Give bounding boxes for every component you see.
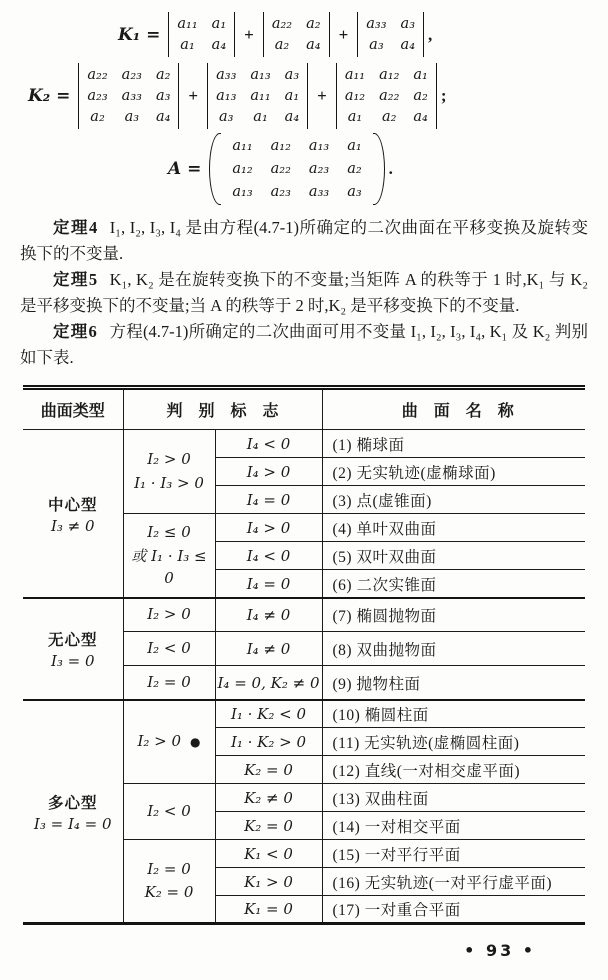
header-surface-name: 曲 面 名 称 bbox=[322, 388, 585, 430]
matrix-cell: a₃₃ bbox=[366, 16, 387, 32]
matrix-a-entries bbox=[221, 133, 372, 205]
matrix-cell: a₂₂ bbox=[379, 88, 400, 104]
criteria-line: I₂ > 0 bbox=[137, 732, 182, 751]
matrix-cell: a₂ bbox=[382, 109, 397, 125]
type-cell-central bbox=[23, 430, 123, 598]
matrix-cell: a₄ bbox=[284, 109, 300, 125]
matrix-cell: a₁₂ bbox=[379, 67, 400, 83]
matrix-cell: a₂₂ bbox=[270, 161, 291, 177]
matrix-cell: a₁₁ bbox=[232, 138, 253, 154]
condition-cell: K₁ > 0 bbox=[215, 868, 322, 896]
type-condition: I₃ = I₄ = 0 bbox=[33, 814, 112, 833]
criteria-line: I₂ = 0 bbox=[147, 859, 191, 878]
criteria-line: I₂ ≤ 0 bbox=[147, 523, 191, 541]
matrix-cell: a₁ bbox=[253, 109, 268, 125]
type-condition: I₃ ≠ 0 bbox=[50, 516, 95, 535]
matrix-cell: a₄ bbox=[400, 37, 416, 53]
criteria-line: I₁ · I₃ > 0 bbox=[134, 473, 204, 492]
determinant-3x3 bbox=[78, 63, 179, 129]
determinant-2x2 bbox=[168, 12, 235, 57]
theorem-paragraphs bbox=[20, 215, 588, 371]
condition-cell: K₂ = 0 bbox=[215, 756, 322, 784]
theorem-6-label: 定理6 bbox=[53, 322, 98, 342]
surface-name-cell: (1) 椭球面 bbox=[322, 430, 585, 458]
condition-cell: I₄ = 0 bbox=[215, 570, 322, 598]
matrix-cell: a₂ bbox=[413, 88, 428, 104]
formula-k2-lhs: K₂ = bbox=[28, 86, 71, 106]
surface-name-cell: (8) 双曲抛物面 bbox=[322, 632, 585, 666]
criteria-group-cell bbox=[123, 430, 215, 514]
surface-name-cell: (2) 无实轨迹(虚椭球面) bbox=[322, 458, 585, 486]
surface-name-cell: (4) 单叶双曲面 bbox=[322, 514, 585, 542]
formula-k1 bbox=[118, 12, 608, 57]
plus-operator: + bbox=[244, 24, 254, 44]
matrix-cell: a₃₃ bbox=[308, 184, 330, 200]
matrix-cell: a₂ bbox=[90, 109, 105, 125]
plus-operator: + bbox=[188, 86, 199, 105]
matrix-cell: a₂₃ bbox=[121, 67, 142, 83]
matrix-cell: a₂₃ bbox=[270, 184, 291, 200]
condition-cell: I₄ < 0 bbox=[215, 430, 322, 458]
matrix-cell: a₃ bbox=[219, 109, 234, 125]
surface-name-cell: (12) 直线(一对相交虚平面) bbox=[322, 756, 585, 784]
page-number: • 93 • bbox=[464, 941, 536, 961]
criteria-group-cell bbox=[123, 840, 215, 924]
theorem-4-label: 定理4 bbox=[53, 218, 99, 237]
matrix-cell: a₂ bbox=[306, 16, 321, 32]
theorem-6 bbox=[20, 319, 588, 371]
surface-name-cell: (3) 点(虚锥面) bbox=[322, 486, 585, 514]
condition-cell: I₄ ≠ 0 bbox=[215, 598, 322, 632]
condition-cell: I₄ = 0 bbox=[215, 486, 322, 514]
semicolon: ; bbox=[440, 86, 447, 105]
matrix-cell: a₁ bbox=[180, 37, 195, 53]
matrix-cell: a₁₁ bbox=[344, 67, 366, 83]
condition-cell: K₂ ≠ 0 bbox=[215, 784, 322, 812]
surface-name-cell: (15) 一对平行平面 bbox=[322, 840, 585, 868]
right-paren-shape bbox=[373, 133, 385, 205]
matrix-cell: a₄ bbox=[413, 109, 428, 125]
surface-name-cell: (6) 二次实锥面 bbox=[322, 570, 585, 598]
matrix-cell: a₁ bbox=[413, 67, 428, 83]
type-condition: I₃ = 0 bbox=[50, 651, 95, 670]
criteria-group-cell bbox=[123, 700, 215, 784]
criteria-group-cell: I₂ < 0 bbox=[123, 784, 215, 840]
determinant-2x2 bbox=[357, 12, 424, 57]
determinant-3x3 bbox=[336, 63, 437, 129]
matrix-cell: a₂ bbox=[274, 37, 290, 53]
matrix-cell: a₃ bbox=[155, 88, 171, 104]
matrix-cell: a₂₃ bbox=[308, 161, 330, 177]
comma: , bbox=[428, 24, 433, 44]
condition-cell: I₄ > 0 bbox=[215, 458, 322, 486]
surface-name-cell: (11) 无实轨迹(虚椭圆柱面) bbox=[322, 728, 585, 756]
condition-cell: K₁ = 0 bbox=[215, 896, 322, 924]
condition-cell: I₄ > 0 bbox=[215, 514, 322, 542]
criteria-line: I₂ > 0 bbox=[147, 450, 191, 469]
theorem-5-label: 定理5 bbox=[53, 270, 99, 290]
period: . bbox=[388, 159, 393, 178]
matrix-cell: a₁₂ bbox=[270, 138, 291, 154]
left-paren-shape bbox=[209, 133, 221, 205]
matrix-cell: a₃₃ bbox=[121, 88, 142, 104]
theorem-5 bbox=[20, 267, 588, 319]
condition-cell: I₄ ≠ 0 bbox=[215, 632, 322, 666]
theorem-5-text: K₁, K₂ 是在旋转变换下的不变量;当矩阵 A 的秩等于 1 时,K₁ 与 K₂ 是平移变换下的不变量;当 A 的秩等于 2 时,K₂ 是平移变换下的不变量. bbox=[20, 270, 589, 316]
matrix-cell: a₂ bbox=[347, 161, 362, 177]
type-title: 中心型 bbox=[47, 496, 98, 514]
matrix-a bbox=[209, 133, 384, 205]
type-title: 无心型 bbox=[47, 631, 98, 649]
criteria-group-cell bbox=[123, 514, 215, 598]
matrix-cell: a₃ bbox=[284, 67, 300, 83]
matrix-cell: a₃ bbox=[347, 184, 362, 200]
formula-a-lhs: A = bbox=[168, 159, 202, 179]
quadric-classification-table bbox=[23, 385, 585, 925]
plus-operator: + bbox=[317, 86, 327, 105]
surface-name-cell: (5) 双叶双曲面 bbox=[322, 542, 585, 570]
surface-name-cell: (9) 抛物柱面 bbox=[322, 666, 585, 700]
criteria-group-cell: I₂ = 0 bbox=[123, 666, 215, 700]
surface-name-cell: (14) 一对相交平面 bbox=[322, 812, 585, 840]
theorem-4-text: I₁, I₂, I₃, I₄ 是由方程(4.7-1)所确定的二次曲面在平移变换及旋转变换下的不变量. bbox=[20, 218, 588, 264]
matrix-cell: a₁₁ bbox=[177, 16, 198, 32]
matrix-cell: a₃ bbox=[369, 37, 384, 53]
criteria-group-cell: I₂ > 0 bbox=[123, 598, 215, 632]
theorem-6-text: 方程(4.7-1)所确定的二次曲面可用不变量 I₁, I₂, I₃, I₄, K₁ 及 K₂ 判别如下表. bbox=[20, 322, 588, 368]
matrix-cell: a₁₁ bbox=[250, 88, 271, 104]
formula-a-matrix bbox=[168, 133, 608, 205]
condition-cell: I₄ < 0 bbox=[215, 542, 322, 570]
matrix-cell: a₁ bbox=[347, 138, 362, 154]
formula-k2 bbox=[28, 63, 608, 129]
surface-name-cell: (13) 双曲柱面 bbox=[322, 784, 585, 812]
criteria-line: K₂ = 0 bbox=[144, 883, 194, 902]
matrix-cell: a₃ bbox=[400, 16, 416, 32]
matrix-cell: a₁ bbox=[211, 16, 227, 32]
header-surface-type: 曲面类型 bbox=[23, 388, 123, 430]
condition-cell: I₁ · K₂ < 0 bbox=[215, 700, 322, 728]
ink-blot-artifact: ● bbox=[190, 735, 201, 750]
matrix-cell: a₁ bbox=[347, 109, 363, 125]
type-cell-acentral bbox=[23, 598, 123, 700]
plus-operator: + bbox=[338, 24, 349, 44]
type-cell-multicentral bbox=[23, 700, 123, 924]
determinant-3x3 bbox=[207, 63, 308, 129]
condition-cell: K₂ = 0 bbox=[215, 812, 322, 840]
criteria-group-cell: I₂ < 0 bbox=[123, 632, 215, 666]
matrix-cell: a₁₃ bbox=[216, 88, 237, 104]
surface-name-cell: (16) 无实轨迹(一对平行虚平面) bbox=[322, 868, 585, 896]
matrix-cell: a₂₂ bbox=[271, 16, 293, 32]
theorem-4 bbox=[20, 215, 588, 267]
determinant-2x2 bbox=[263, 12, 330, 57]
matrix-cell: a₂₂ bbox=[87, 67, 108, 83]
matrix-cell: a₄ bbox=[306, 37, 321, 53]
type-title: 多心型 bbox=[47, 794, 98, 812]
matrix-cell: a₁₂ bbox=[232, 161, 253, 177]
matrix-cell: a₃ bbox=[124, 109, 140, 125]
matrix-cell: a₁₂ bbox=[344, 88, 366, 104]
matrix-cell: a₃₃ bbox=[216, 67, 237, 83]
surface-name-cell: (10) 椭圆柱面 bbox=[322, 700, 585, 728]
condition-cell: K₁ < 0 bbox=[215, 840, 322, 868]
matrix-cell: a₄ bbox=[211, 37, 227, 53]
matrix-cell: a₁₃ bbox=[232, 184, 253, 200]
surface-name-cell: (17) 一对重合平面 bbox=[322, 896, 585, 924]
matrix-cell: a₂ bbox=[155, 67, 171, 83]
matrix-cell: a₁ bbox=[284, 88, 300, 104]
formula-k1-lhs: K₁ = bbox=[118, 24, 161, 45]
header-criteria: 判 别 标 志 bbox=[123, 388, 322, 430]
matrix-cell: a₂₃ bbox=[87, 88, 108, 104]
condition-cell: I₁ · K₂ > 0 bbox=[215, 728, 322, 756]
matrix-cell: a₁₃ bbox=[308, 138, 330, 154]
matrix-cell: a₄ bbox=[155, 109, 171, 125]
criteria-line: 或 I₁ · I₃ ≤ 0 bbox=[131, 546, 207, 587]
matrix-cell: a₁₃ bbox=[250, 67, 271, 83]
surface-name-cell: (7) 椭圆抛物面 bbox=[322, 598, 585, 632]
condition-cell: I₄ = 0, K₂ ≠ 0 bbox=[215, 666, 322, 700]
